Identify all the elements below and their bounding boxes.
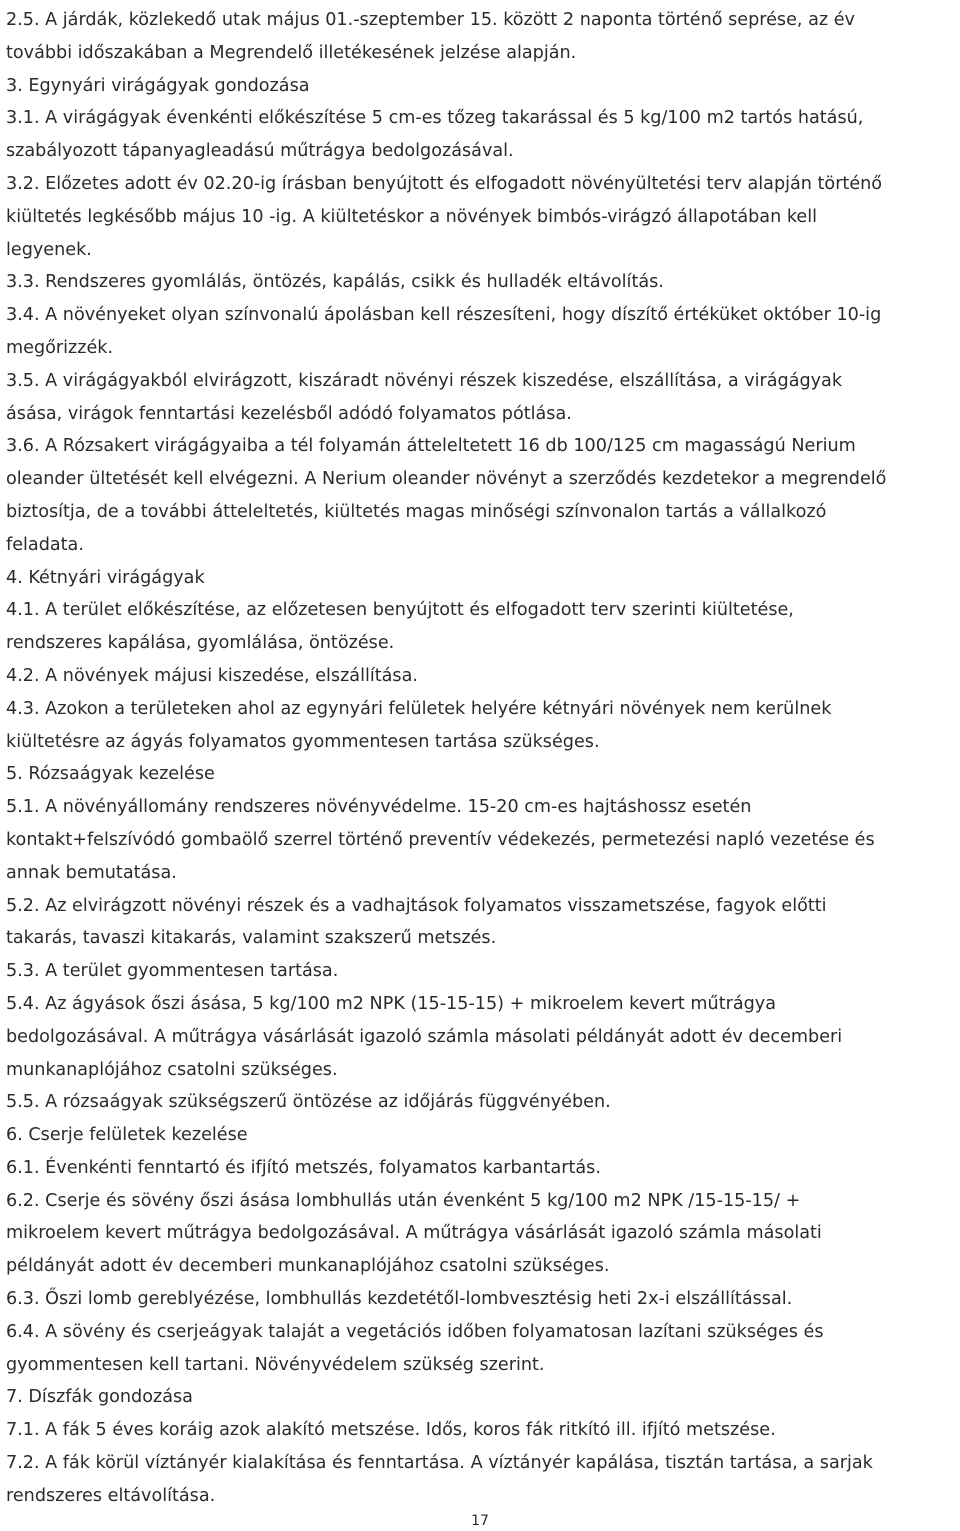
text-line: biztosítja, de a további átteleltetés, kiültetés magas minőségi színvonalon tartás a vállalkozó: [6, 501, 827, 522]
text-line: szabályozott tápanyagleadású műtrágya bedolgozásával.: [6, 141, 514, 162]
text-line: 4.3. Azokon a területeken ahol az egynyári felületek helyére kétnyári növények nem kerülnek: [6, 698, 832, 719]
text-line: 3.1. A virágágyak évenkénti előkészítése 5 cm-es tőzeg takarással és 5 kg/100 m2 tartós hatású,: [6, 108, 864, 129]
text-line: 5.2. Az elvirágzott növényi részek és a vadhajtások folyamatos visszametszése, fagyok előtti: [6, 895, 827, 916]
text-line: 6.1. Évenkénti fenntartó és ifjító metszés, folyamatos karbantartás.: [6, 1157, 601, 1178]
section-heading: 5. Rózsaágyak kezelése: [6, 764, 215, 785]
text-line: 6.3. Őszi lomb gereblyézése, lombhullás kezdetétől-lombvesztésig heti 2x-i elszállítással.: [6, 1289, 793, 1310]
text-line: rendszeres eltávolítása.: [6, 1485, 216, 1506]
text-line: 5.5. A rózsaágyak szükségszerű öntözése az időjárás függvényében.: [6, 1092, 611, 1113]
text-line: példányát adott év decemberi munkanaplójához csatolni szükséges.: [6, 1256, 610, 1277]
text-line: 3.5. A virágágyakból elvirágzott, kiszáradt növényi részek kiszedése, elszállítása, a virágágyak: [6, 370, 843, 391]
text-line: 6.4. A sövény és cserjeágyak talaját a vegetációs időben folyamatosan lazítani szükséges és: [6, 1321, 824, 1342]
text-line: takarás, tavaszi kitakarás, valamint szakszerű metszés.: [6, 928, 497, 949]
text-line: kiültetés legkésőbb május 10 -ig. A kiültetéskor a növények bimbós-virágzó állapotában kell: [6, 206, 817, 227]
text-line: munkanaplójához csatolni szükséges.: [6, 1059, 338, 1080]
text-line: 4.2. A növények májusi kiszedése, elszállítása.: [6, 665, 418, 686]
page-number: 17: [471, 1513, 489, 1529]
text-line: legyenek.: [6, 239, 92, 260]
text-line: 3.2. Előzetes adott év 02.20-ig írásban benyújtott és elfogadott növényültetési terv alapján történő: [6, 173, 883, 194]
text-line: 5.1. A növényállomány rendszeres növényvédelme. 15-20 cm-es hajtáshossz esetén: [6, 797, 752, 818]
text-line: bedolgozásával. A műtrágya vásárlását igazoló számla másolati példányát adott év decemberi: [6, 1026, 843, 1047]
text-line: gyommentesen kell tartani. Növényvédelem szükség szerint.: [6, 1354, 545, 1375]
text-line: kiültetésre az ágyás folyamatos gyommentesen tartása szükséges.: [6, 731, 600, 752]
text-line: annak bemutatása.: [6, 862, 177, 883]
text-line: 6.2. Cserje és sövény őszi ásása lombhullás után évenként 5 kg/100 m2 NPK /15-15-15/ +: [6, 1190, 801, 1211]
section-heading: 6. Cserje felületek kezelése: [6, 1125, 248, 1146]
text-line: mikroelem kevert műtrágya bedolgozásával. A műtrágya vásárlását igazoló számla másolati: [6, 1223, 822, 1244]
text-line: 3.6. A Rózsakert virágágyaiba a tél folyamán átteleltetett 16 db 100/125 cm magasságú Nerium: [6, 436, 856, 457]
text-line: rendszeres kapálása, gyomlálása, öntözése.: [6, 633, 395, 654]
text-line: 5.3. A terület gyommentesen tartása.: [6, 961, 339, 982]
text-line: 5.4. Az ágyások őszi ásása, 5 kg/100 m2 NPK (15-15-15) + mikroelem kevert műtrágya: [6, 993, 776, 1014]
section-heading: 7. Díszfák gondozása: [6, 1387, 193, 1408]
section-heading: 3. Egynyári virágágyak gondozása: [6, 75, 310, 96]
text-line: 3.3. Rendszeres gyomlálás, öntözés, kapálás, csikk és hulladék eltávolítás.: [6, 272, 664, 293]
document-body: [6, 4, 956, 1513]
text-line: 2.5. A járdák, közlekedő utak május 01.-szeptember 15. között 2 naponta történő seprése, az év: [6, 10, 855, 30]
text-line: feladata.: [6, 534, 84, 555]
text-line: további időszakában a Megrendelő illetékesének jelzése alapján.: [6, 42, 577, 63]
section-heading: 4. Kétnyári virágágyak: [6, 567, 205, 588]
text-line: 7.2. A fák körül víztányér kialakítása és fenntartása. A víztányér kapálása, tisztán tartása, a sarjak: [6, 1453, 873, 1474]
text-line: ásása, virágok fenntartási kezelésből adódó folyamatos pótlása.: [6, 403, 572, 424]
text-line: megőrizzék.: [6, 337, 114, 358]
text-line: kontakt+felszívódó gombaölő szerrel történő preventív védekezés, permetezési napló vezetése és: [6, 829, 875, 850]
text-line: oleander ültetését kell elvégezni. A Nerium oleander növényt a szerződés kezdetekor a megrendelő: [6, 469, 887, 490]
text-line: 4.1. A terület előkészítése, az előzetesen benyújtott és elfogadott terv szerinti kiültetése,: [6, 600, 794, 621]
text-line: 3.4. A növényeket olyan színvonalú ápolásban kell részesíteni, hogy díszítő értéküket október 10-ig: [6, 305, 882, 326]
text-line: 7.1. A fák 5 éves koráig azok alakító metszése. Idős, koros fák ritkító ill. ifjító metszése.: [6, 1420, 776, 1441]
